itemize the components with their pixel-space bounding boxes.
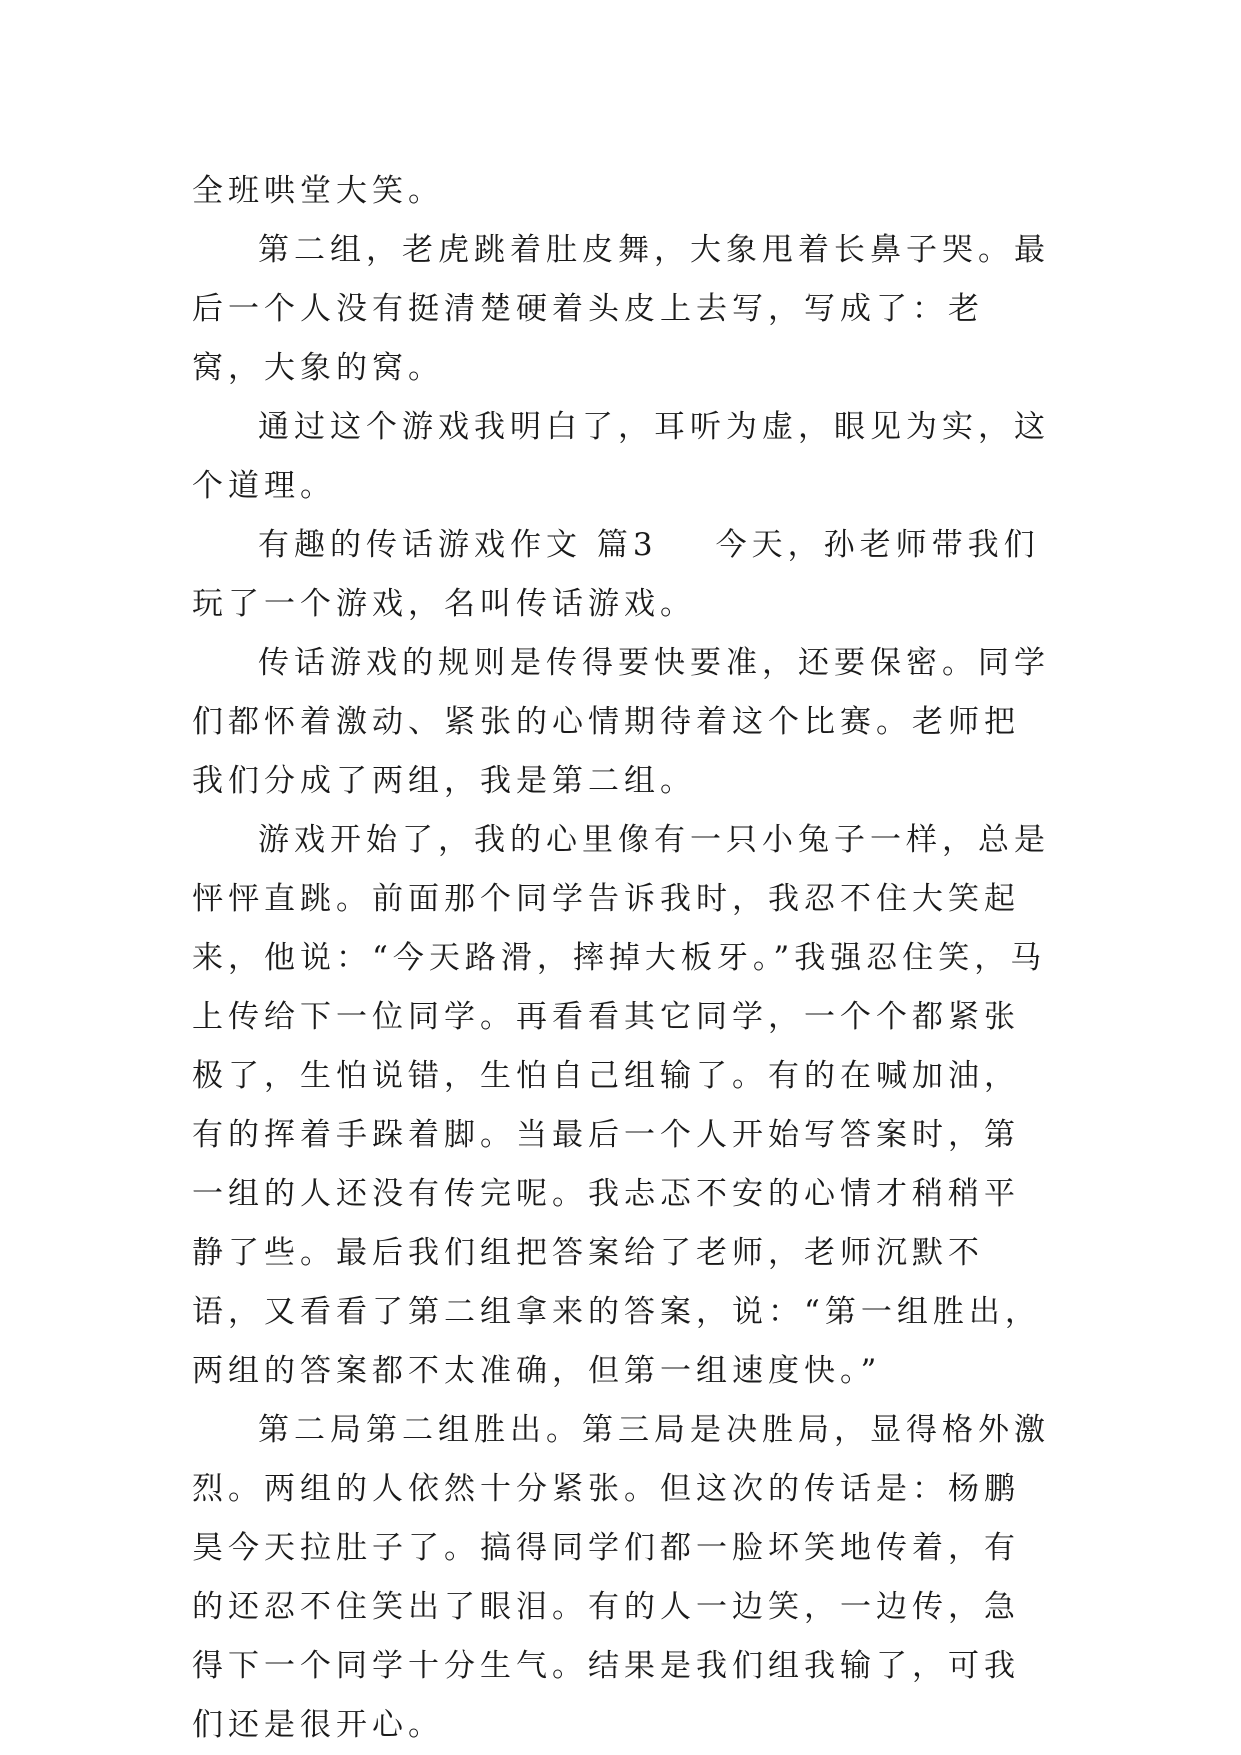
paragraph: 第二局第二组胜出。第三局是决胜局，显得格外激烈。两组的人依然十分紧张。但这次的传话是：杨鹏昊今天拉肚子了。搞得同学们都一脸坏笑地传着，有的还忍不住笑出了眼泪。有的人一边笑，一边传，急得下一个同学十分生气。结果是我们组我输了，可我们还是很开心。: [192, 1412, 1050, 1743]
article-body: [192, 162, 1052, 1755]
paragraph: 传话游戏的规则是传得要快要准，还要保密。同学们都怀着激动、紧张的心情期待着这个比赛。老师把我们分成了两组，我是第二组。: [192, 645, 1050, 799]
section-paragraph: [192, 516, 1052, 634]
paragraph-text: 今天，孙老师带我们玩了一个游戏，名叫传话游戏。: [192, 527, 1040, 622]
paragraph: 游戏开始了，我的心里像有一只小兔子一样，总是怦怦直跳。前面那个同学告诉我时，我忍不住大笑起来，他说：“今天路滑，摔掉大板牙。”我强忍住笑，马上传给下一位同学。再看看其它同学，一个个都紧张极了，生怕说错，生怕自己组输了。有的在喊加油，有的挥着手跺着脚。当最后一个人开始写答案时，第一组的人还没有传完呢。我忐忑不安的心情才稍稍平静了些。最后我们组把答案给了老师，老师沉默不语，又看看了第二组拿来的答案，说：“第一组胜出，两组的答案都不太准确，但第一组速度快。”: [192, 822, 1050, 1389]
paragraph: 全班哄堂大笑。: [192, 173, 444, 209]
paragraph: 通过这个游戏我明白了，耳听为虚，眼见为实，这个道理。: [192, 409, 1050, 504]
paragraph: 第二组，老虎跳着肚皮舞，大象甩着长鼻子哭。最后一个人没有挺清楚硬着头皮上去写，写成了：老窝，大象的窝。: [192, 232, 1050, 386]
section-title: 有趣的传话游戏作文 篇3: [258, 527, 658, 563]
